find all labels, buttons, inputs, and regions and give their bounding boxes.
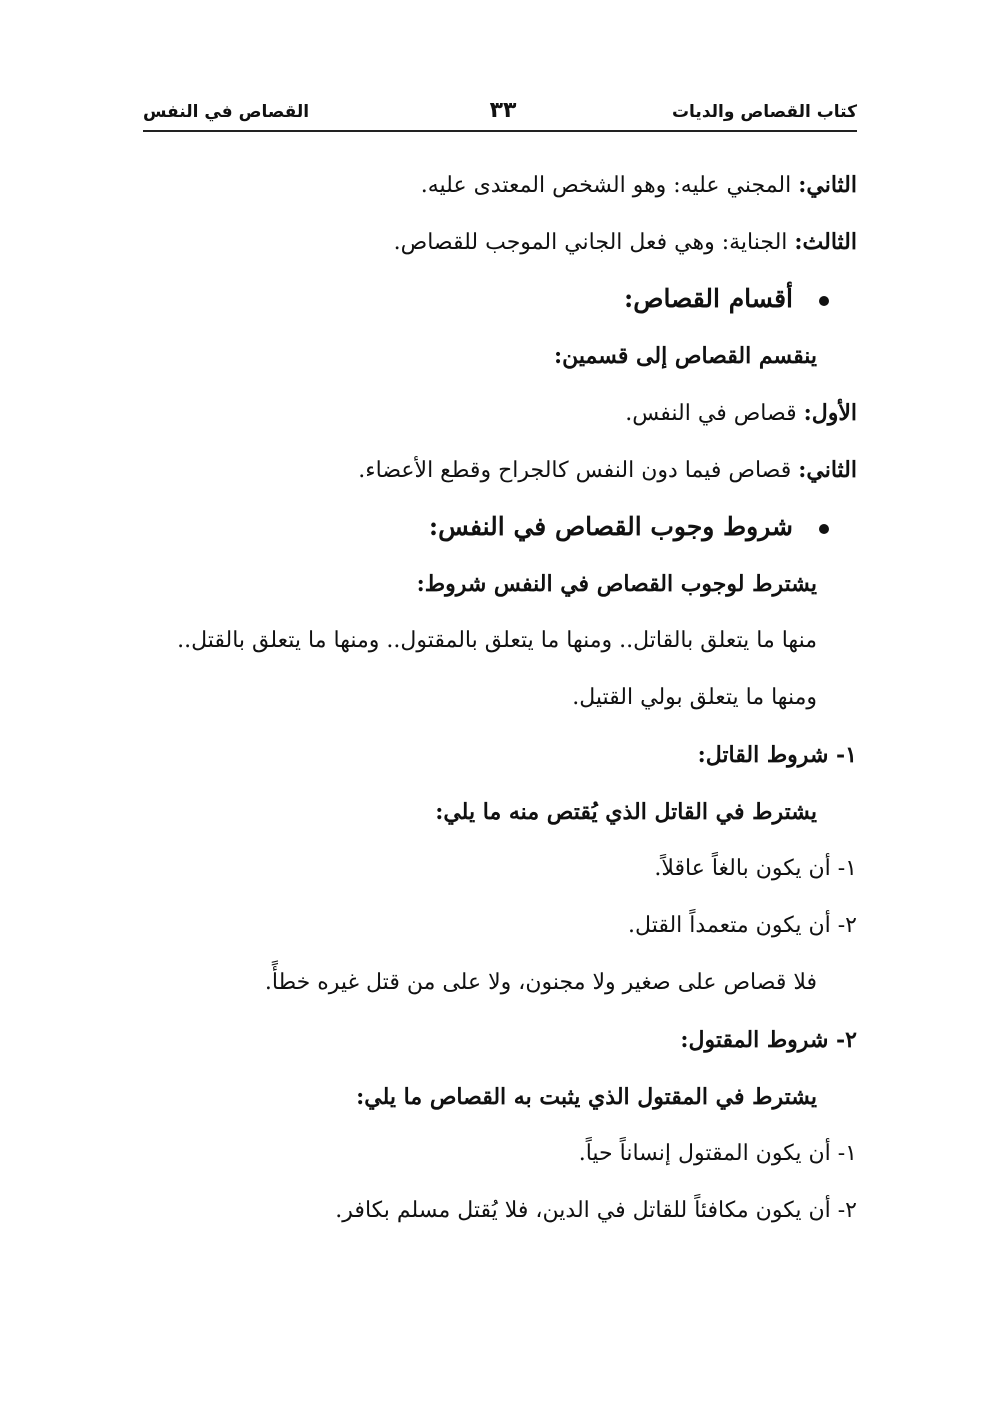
paragraph: [137, 215, 857, 272]
subheading: [137, 329, 857, 386]
paragraph: [137, 443, 857, 500]
paragraph-text: ومنها ما يتعلق بولي القتيل.: [572, 685, 817, 710]
body-text: [137, 158, 857, 1241]
paragraph-text: منها ما يتعلق بالقاتل.. ومنها ما يتعلق بالمقتول.. ومنها ما يتعلق بالقتل..: [177, 628, 817, 653]
paragraph-text: المجني عليه: وهو الشخص المعتدى عليه.: [420, 173, 799, 198]
paragraph-text: قصاص فيما دون النفس كالجراح وقطع الأعضاء.: [358, 458, 799, 483]
list-item-text: ١- أن يكون بالغاً عاقلاً.: [654, 856, 857, 881]
numbered-heading-text: ١- شروط القاتل:: [697, 742, 857, 768]
paragraph-text: فلا قصاص على صغير ولا مجنون، ولا على من قتل غيره خطأً.: [264, 970, 817, 995]
paragraph-lead: الثالث:: [794, 229, 857, 255]
running-header: [143, 100, 857, 132]
paragraph: [137, 158, 857, 215]
paragraph-lead: الثاني:: [798, 457, 857, 483]
numbered-heading: [137, 728, 857, 785]
bullet-icon: [819, 524, 829, 534]
section-heading: [137, 500, 857, 557]
subheading: [137, 557, 857, 614]
subheading-text: يشترط في المقتول الذي يثبت به القصاص ما يلي:: [356, 1084, 817, 1110]
list-item-text: ٢- أن يكون مكافئاً للقاتل في الدين، فلا يُقتل مسلم بكافر.: [335, 1198, 857, 1223]
chapter-title: القصاص في النفس: [143, 102, 310, 122]
paragraph-lead: الأول:: [803, 400, 857, 426]
section-heading-text: شروط وجوب القصاص في النفس:: [428, 512, 793, 541]
paragraph: [137, 386, 857, 443]
section-heading: [137, 272, 857, 329]
numbered-heading: [137, 1013, 857, 1070]
list-item-text: ٢- أن يكون متعمداً القتل.: [628, 913, 857, 938]
list-item: [137, 899, 857, 956]
paragraph-text: الجناية: وهي فعل الجاني الموجب للقصاص.: [393, 230, 795, 255]
list-item: [137, 842, 857, 899]
paragraph-lead: الثاني:: [798, 172, 857, 198]
bullet-icon: [819, 296, 829, 306]
subheading: [137, 785, 857, 842]
page-number: ٣٣: [489, 98, 517, 123]
list-item: [137, 1184, 857, 1241]
list-item: [137, 1127, 857, 1184]
numbered-heading-text: ٢- شروط المقتول:: [680, 1027, 857, 1053]
subheading: [137, 1070, 857, 1127]
subheading-text: يشترط لوجوب القصاص في النفس شروط:: [416, 571, 817, 597]
paragraph: [97, 614, 857, 671]
section-heading-text: أقسام القصاص:: [624, 284, 793, 313]
paragraph-text: قصاص في النفس.: [625, 401, 804, 426]
subheading-text: ينقسم القصاص إلى قسمين:: [554, 343, 817, 369]
paragraph: [137, 671, 857, 728]
list-item-text: ١- أن يكون المقتول إنساناً حياً.: [578, 1141, 857, 1166]
paragraph: [137, 956, 857, 1013]
subheading-text: يشترط في القاتل الذي يُقتص منه ما يلي:: [435, 799, 817, 825]
book-title: كتاب القصاص والديات: [671, 102, 857, 122]
